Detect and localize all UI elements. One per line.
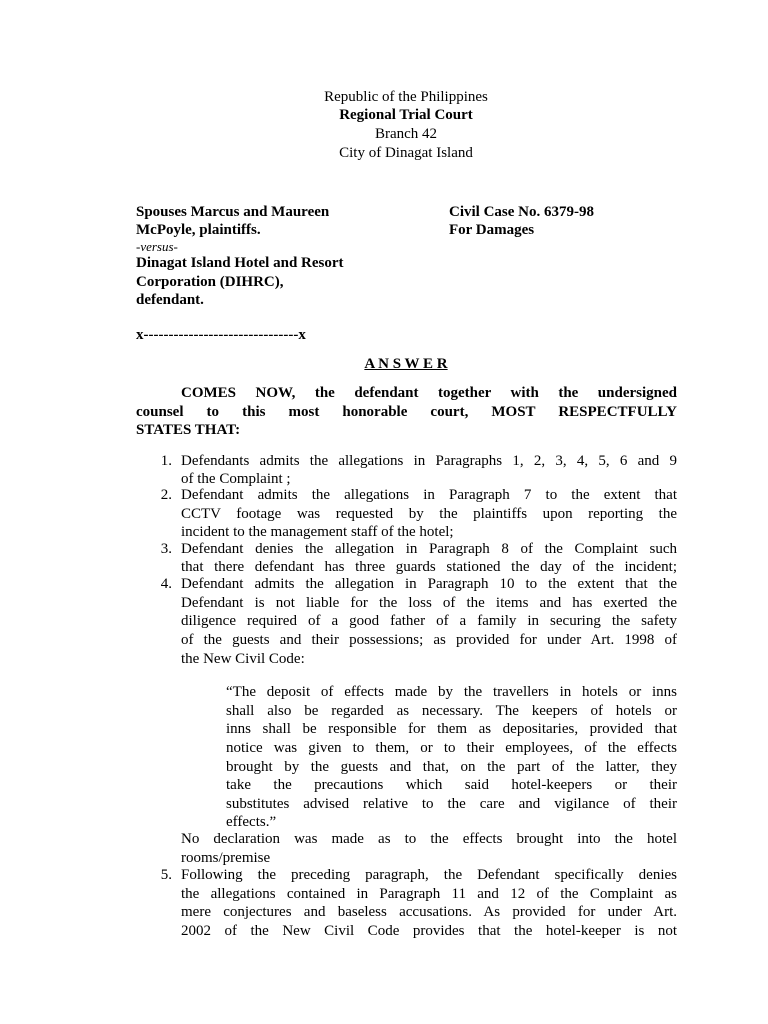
plaintiffs-line-1: Spouses Marcus and Maureen [136,204,330,220]
after-quote-line-1: No declaration was made as to the effects brought into the hotel [181,831,677,847]
item-3-line-1: Defendant denies the allegation in Paragraph 8 of the Complaint such [181,541,677,557]
item-1-number: 1. [160,453,172,469]
quote-line-5: brought by the guests and that, on the part of the latter, they [226,759,677,775]
header-republic: Republic of the Philippines [324,89,488,105]
intro-line-2: counsel to this most honorable court, MOST RESPECTFULLY [136,404,677,420]
item-4-line-5: the New Civil Code: [181,651,305,667]
document-title: A N S W E R [364,356,448,372]
item-4-line-1: Defendant admits the allegation in Paragraph 10 to the extent that the [181,576,677,592]
item-2-line-2: CCTV footage was requested by the plaintiffs upon reporting the [181,506,677,522]
after-quote-line-2: rooms/premise [181,850,271,866]
item-3-number: 3. [160,541,172,557]
item-3-line-2: that there defendant has three guards stationed the day of the incident; [181,559,677,575]
quote-line-4: notice was given to them, or to their employees, of the effects [226,740,677,756]
caption-separator: x-------------------------------x [136,327,306,343]
item-4-line-2: Defendant is not liable for the loss of the items and has exerted the [181,595,677,611]
header-city: City of Dinagat Island [339,145,473,161]
item-1-line-2: of the Complaint ; [181,471,291,487]
case-type: For Damages [449,222,535,238]
item-5-line-4: 2002 of the New Civil Code provides that the hotel-keeper is not [181,923,677,939]
case-number: Civil Case No. 6379-98 [449,204,594,220]
item-2-number: 2. [160,487,172,503]
plaintiffs-line-2: McPoyle, plaintiffs. [136,222,261,238]
header-court: Regional Trial Court [339,107,473,123]
item-5-line-3: mere conjectures and baseless accusations. As provided for under Art. [181,904,677,920]
versus-label: -versus- [136,239,178,254]
item-4-line-3: diligence required of a good father of a family in securing the safety [181,613,677,629]
quote-line-3: inns shall be responsible for them as depositaries, provided that [226,721,677,737]
intro-line-1: COMES NOW, the defendant together with the undersigned [181,385,677,401]
defendant-line-3: defendant. [136,292,204,308]
item-2-line-1: Defendant admits the allegations in Paragraph 7 to the extent that [181,487,677,503]
item-2-line-3: incident to the management staff of the hotel; [181,524,454,540]
item-5-line-1: Following the preceding paragraph, the Defendant specifically denies [181,867,677,883]
quote-line-1: “The deposit of effects made by the travellers in hotels or inns [226,684,677,700]
quote-line-7: substitutes advised relative to the care and vigilance of their [226,796,677,812]
item-4-number: 4. [160,576,172,592]
defendant-line-2: Corporation (DIHRC), [136,274,284,290]
intro-line-3: STATES THAT: [136,422,241,438]
quote-line-6: take the precautions which said hotel-keepers or their [226,777,677,793]
item-5-number: 5. [160,867,172,883]
quote-line-8: effects.” [226,814,277,830]
quote-line-2: shall also be regarded as necessary. The keepers of hotels or [226,703,677,719]
item-1-line-1: Defendants admits the allegations in Paragraphs 1, 2, 3, 4, 5, 6 and 9 [181,453,677,469]
defendant-line-1: Dinagat Island Hotel and Resort [136,255,344,271]
header-branch: Branch 42 [374,126,438,142]
item-4-line-4: of the guests and their possessions; as provided for under Art. 1998 of [181,632,677,648]
item-5-line-2: the allegations contained in Paragraph 11 and 12 of the Complaint as [181,886,677,902]
